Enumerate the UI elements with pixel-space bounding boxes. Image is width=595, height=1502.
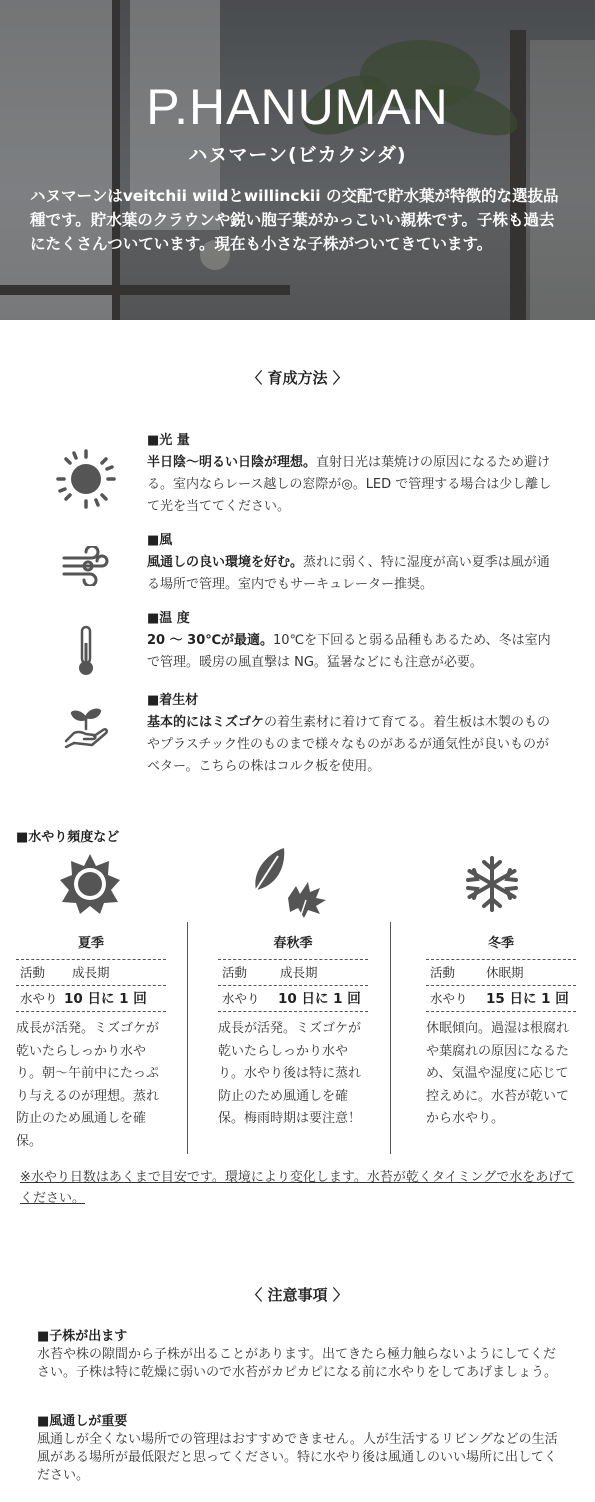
care-heading-temperature: ■温 度 — [147, 611, 190, 626]
wind-icon — [62, 546, 110, 586]
care-text-substrate: の着生素材に着けて育てる。着生板は木製のものやプラスチック性のものまで様々なものがあるが通気性が良いものがベター。こちらの株はコルク板を使用。 — [147, 715, 551, 774]
care-item-light — [147, 430, 557, 518]
water-frequency: 15 日に 1 回 — [486, 991, 569, 1007]
sprout-hand-icon — [64, 705, 110, 749]
care-lead-substrate: 基本的にはミズゴケ — [147, 715, 265, 730]
product-title: P.HANUMAN — [146, 79, 449, 135]
care-lead-temperature: 20 〜 30℃が最適。 — [147, 633, 273, 648]
care-text-temperature: 10℃を下回ると弱る品種もあるため、冬は室内で管理。暖房の風直撃は NG。猛暑などにも注意が必要。 — [147, 633, 551, 670]
care-section-title: 〈 育成方法 〉 — [247, 369, 348, 387]
season-name-spring-autumn: 春秋季 — [273, 936, 313, 951]
water-label: 水やり — [430, 991, 468, 1006]
activity-row-spring-autumn — [218, 959, 368, 985]
divider — [390, 922, 391, 1154]
caution-heading-ventilation: ■風通しが重要 — [37, 1414, 128, 1429]
caution-heading-offshoots: ■子株が出ます — [37, 1329, 128, 1344]
care-text-wind: 蒸れに弱く、特に湿度が高い夏季は風が通る場所で管理。室内でもサーキュレーター推奨。 — [147, 555, 550, 592]
season-desc-winter: 休眠傾向。過湿は根腐れや葉腐れの原因になるため、気温や湿度に応じて控えめに。水苔が乾いてから水やり。 — [426, 1021, 570, 1126]
water-label: 水やり — [222, 991, 260, 1006]
care-lead-wind: 風通しの良い環境を好む。 — [147, 555, 304, 570]
water-row-summer — [16, 985, 166, 1012]
season-name-winter: 冬季 — [487, 936, 514, 951]
care-item-temperature — [147, 608, 557, 674]
activity-row-summer — [16, 959, 166, 985]
product-subtitle: ハヌマーン(ビカクシダ) — [188, 144, 407, 166]
season-desc-spring-autumn: 成長が活発。ミズゴケが乾いたらしっかり水やり。水やり後は特に蒸れ防止のため風通しを確保。梅雨時期は要注意！ — [218, 1021, 362, 1126]
watering-heading: ■水やり頻度など — [16, 830, 120, 845]
watering-note: ※水やり日数はあくまで目安です。環境により変化します。水苔が乾くタイミングで水をあげてください。 — [20, 1170, 575, 1206]
season-desc-summer: 成長が活発。ミズゴケが乾いたらしっかり水やり。朝〜午前中にたっぷり与えるのが理想。蒸れ防止のため風通しを確保。 — [16, 1021, 160, 1149]
care-heading-wind: ■風 — [147, 533, 173, 548]
divider — [187, 922, 188, 1154]
season-spring-autumn — [218, 850, 368, 1131]
activity-label: 活動 — [20, 965, 46, 980]
water-frequency: 10 日に 1 回 — [278, 991, 361, 1007]
water-row-spring-autumn — [218, 985, 368, 1012]
season-name-summer: 夏季 — [77, 936, 104, 951]
care-lead-light: 半日陰〜明るい日陰が理想。 — [147, 455, 317, 470]
caution-text-offshoots: 水苔や株の隙間から子株が出ることがあります。出てきたら極力触らないようにしてください。子株は特に乾燥に弱いので水苔がカピカピになる前に水やりをしてあげましょう。 — [37, 1347, 558, 1380]
season-summer — [16, 850, 166, 1153]
sun-icon — [54, 447, 118, 511]
snowflake-icon — [464, 856, 520, 912]
care-item-substrate — [147, 690, 557, 778]
water-row-winter — [426, 985, 576, 1012]
product-description: ハヌマーンはveitchii wildとwillinckii の交配で貯水葉が特徴的な選抜品種です。貯水葉のクラウンや鋭い胞子葉がかっこいい親株です。子株も過去にたくさんついています。現在も小さな子株がついてきています。 — [30, 187, 559, 253]
water-label: 水やり — [20, 991, 58, 1006]
thermometer-icon — [76, 625, 96, 677]
activity-value: 成長期 — [280, 965, 318, 980]
season-winter — [426, 850, 576, 1131]
hero-banner — [0, 0, 595, 320]
activity-label: 活動 — [430, 965, 456, 980]
activity-value: 成長期 — [72, 965, 110, 980]
care-text-light: 直射日光は葉焼けの原因になるため避ける。室内ならレース越しの窓際が◎。LED で管理する場合は少し離して光を当ててください。 — [147, 455, 552, 514]
activity-row-winter — [426, 959, 576, 985]
care-heading-substrate: ■着生材 — [147, 693, 199, 708]
care-heading-light: ■光 量 — [147, 433, 190, 448]
care-item-wind — [147, 530, 557, 596]
caution-item-offshoots — [37, 1328, 562, 1382]
activity-value: 休眠期 — [486, 965, 524, 980]
caution-item-ventilation — [37, 1413, 562, 1485]
leaves-icon — [248, 846, 328, 922]
water-frequency: 10 日に 1 回 — [64, 991, 147, 1007]
summer-sun-icon — [58, 852, 122, 916]
activity-label: 活動 — [222, 965, 248, 980]
caution-text-ventilation: 風通しが全くない場所での管理はおすすめできません。人が生活するリビングなどの生活風がある場所が最低限だと思ってください。特に水やり後は風通しのいい場所に出してください。 — [37, 1432, 558, 1483]
caution-section-title: 〈 注意事項 〉 — [247, 1286, 348, 1304]
